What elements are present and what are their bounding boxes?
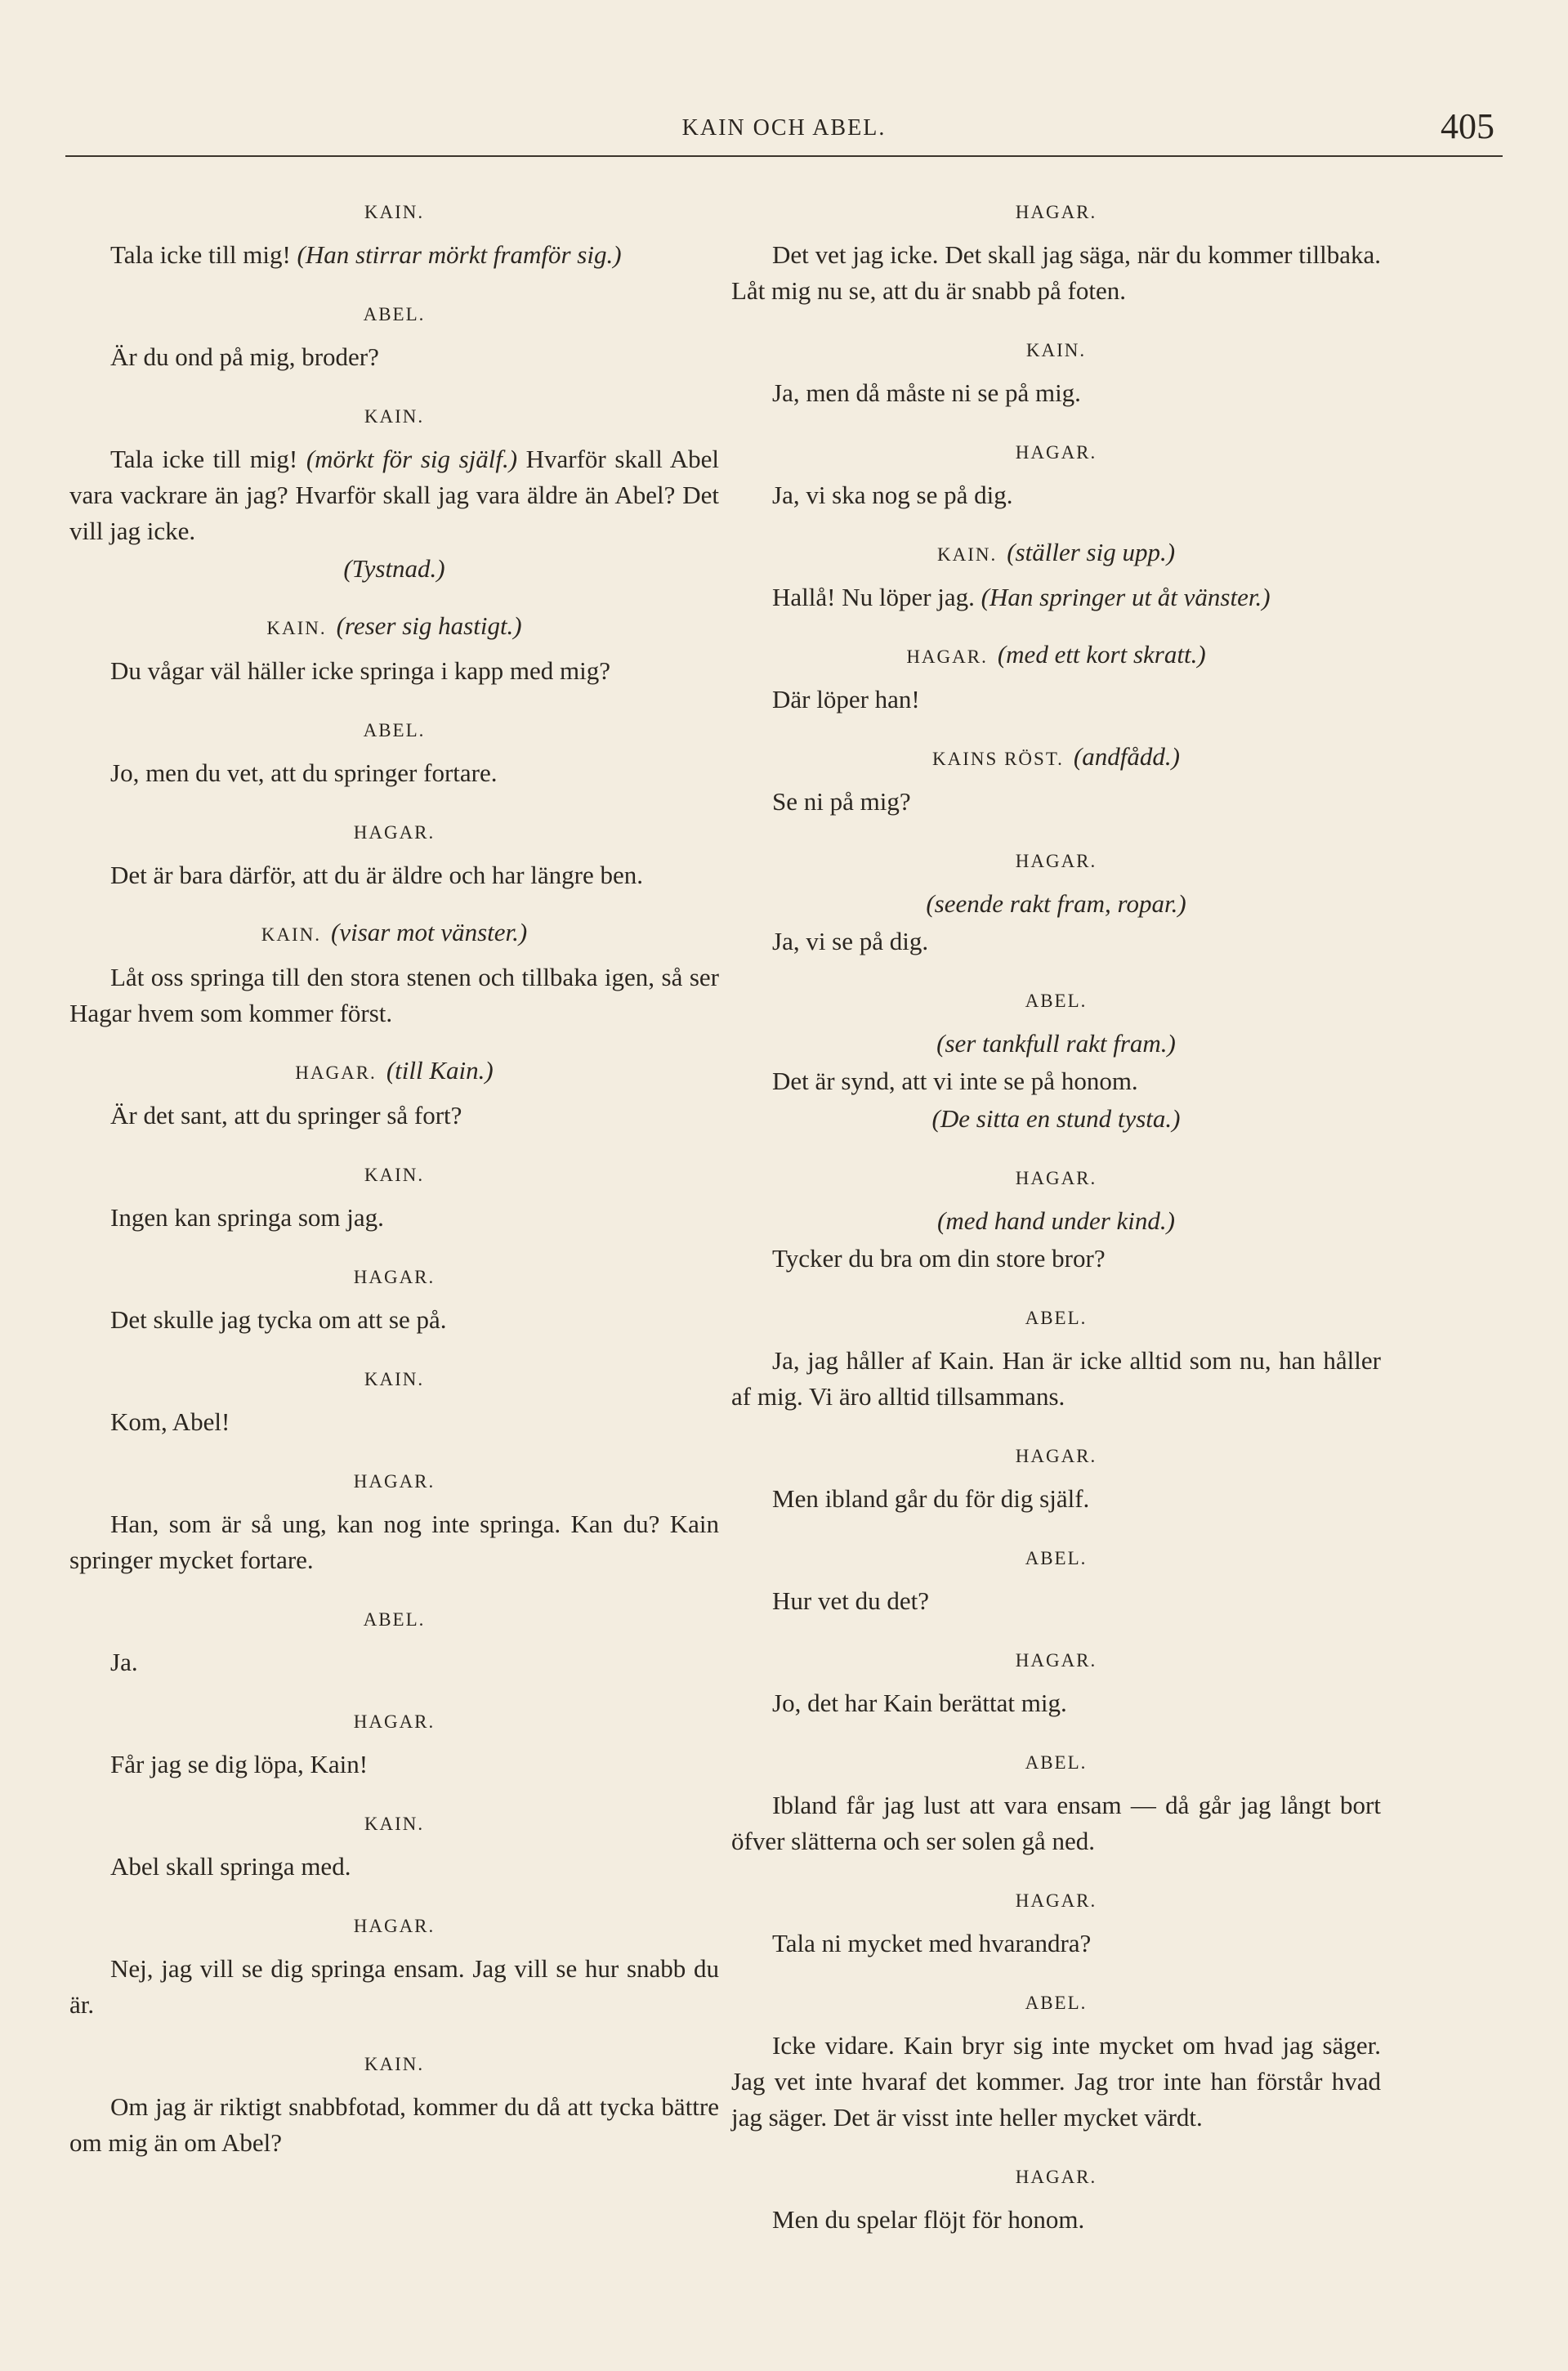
speech-text <box>731 237 1381 309</box>
speaker-name: HAGAR. <box>1015 2167 1097 2187</box>
speaker-name: ABEL. <box>363 720 426 740</box>
stage-direction: (till Kain.) <box>386 1056 494 1085</box>
speech-line: Tycker du bra om din store bror? <box>772 1244 1106 1273</box>
speaker-line <box>69 1155 719 1193</box>
speech-line: Tala ni mycket med hvarandra? <box>772 1929 1092 1957</box>
speech-line: Låt oss springa till den stora stenen och tillbaka igen, så ser Hagar hvem som kommer först. <box>69 963 719 1027</box>
speech-line: Men ibland går du för dig själf. <box>772 1484 1090 1513</box>
speaker-name: KAIN. <box>936 544 998 565</box>
speech-line: Hvarför skall Abel vara vackrare än jag? Hvarför skall jag vara äldre än Abel? Det vill jag icke. <box>69 445 719 545</box>
speaker-name: ABEL. <box>1025 1752 1088 1773</box>
speech-text <box>731 477 1381 513</box>
speaker-line <box>69 1599 719 1638</box>
speech-line: Det vet jag icke. Det skall jag säga, när du kommer tillbaka. Låt mig nu se, att du är snabb på foten. <box>731 240 1381 305</box>
speaker-name: HAGAR. <box>353 1711 436 1732</box>
speech-text <box>731 924 1381 960</box>
speech-text <box>69 2089 719 2161</box>
speech-line: Ja, jag håller af Kain. Han är icke alltid som nu, han håller af mig. Vi äro alltid tillsammans. <box>731 1346 1381 1411</box>
dialogue-block <box>69 1599 719 1680</box>
speech-line: Icke vidare. Kain bryr sig inte mycket om hvad jag säger. Jag vet inte hvaraf det kommer. Jag tror inte han förstår hvad jag säger. Det är visst inte heller mycket värdt. <box>731 2031 1381 2132</box>
speech-line: Det är bara därför, att du är äldre och har längre ben. <box>110 861 643 889</box>
speaker-name: HAGAR. <box>1015 1650 1097 1671</box>
speaker-name: ABEL. <box>1025 1548 1088 1568</box>
speaker-line <box>731 981 1381 1019</box>
speech-text <box>69 1506 719 1578</box>
speaker-name: HAGAR. <box>353 1916 436 1936</box>
speaker-name: KAINS RÖST. <box>932 749 1064 769</box>
dialogue-block <box>69 1359 719 1440</box>
speech-text <box>731 1063 1381 1099</box>
stage-direction: (seende rakt fram, ropar.) <box>926 889 1186 918</box>
speaker-name: HAGAR. <box>353 1471 436 1492</box>
speaker-line <box>731 1742 1381 1781</box>
stage-direction: (andfådd.) <box>1073 742 1180 771</box>
speaker-name: KAIN. <box>364 1165 425 1185</box>
running-header <box>65 106 1503 157</box>
speech-line: Abel skall springa med. <box>110 1852 351 1881</box>
speech-text <box>731 1583 1381 1619</box>
speaker-name: ABEL. <box>363 304 426 324</box>
dialogue-block <box>69 396 719 587</box>
speaker-name: KAIN. <box>364 1369 425 1389</box>
dialogue-block <box>69 1906 719 2023</box>
speaker-name: HAGAR. <box>1015 1446 1097 1466</box>
speaker-name: HAGAR. <box>1015 1890 1097 1911</box>
speaker-name: HAGAR. <box>1015 851 1097 871</box>
speech-text <box>69 1747 719 1783</box>
dialogue-block <box>731 1742 1381 1859</box>
dialogue-block <box>731 1640 1381 1721</box>
speaker-name: HAGAR. <box>353 1267 436 1287</box>
dialogue-block <box>731 1983 1381 2136</box>
speech-line: Ja, vi ska nog se på dig. <box>772 481 1013 509</box>
speech-text <box>731 1343 1381 1415</box>
stage-direction: (mörkt för sig själf.) <box>306 445 518 473</box>
speaker-name: HAGAR. <box>1015 442 1097 463</box>
speech-text <box>69 1200 719 1236</box>
stage-direction: (reser sig hastigt.) <box>336 611 522 640</box>
speaker-name: ABEL. <box>1025 991 1088 1011</box>
speech-line: Hallå! Nu löper jag. <box>772 583 975 611</box>
speech-text <box>69 1098 719 1134</box>
dialogue-block <box>731 2157 1381 2238</box>
speech-text <box>69 755 719 791</box>
page-number: 405 <box>1441 106 1494 146</box>
speech-text <box>69 1849 719 1885</box>
speech-line: Hur vet du det? <box>772 1586 929 1615</box>
speaker-line <box>69 1053 719 1091</box>
speech-line: Ingen kan springa som jag. <box>110 1203 384 1232</box>
speech-text <box>731 784 1381 820</box>
speaker-line <box>69 915 719 953</box>
speaker-name: KAIN. <box>364 2054 425 2074</box>
speech-text <box>69 1644 719 1680</box>
speech-text <box>731 2028 1381 2136</box>
dialogue-block <box>731 841 1381 960</box>
speaker-line <box>69 396 719 435</box>
stage-direction: (Han springer ut åt vänster.) <box>981 583 1271 611</box>
speaker-line <box>731 330 1381 369</box>
speech-line: Jo, men du vet, att du springer fortare. <box>110 758 498 787</box>
speaker-name: HAGAR. <box>1015 202 1097 222</box>
speech-line: Jo, det har Kain berättat mig. <box>772 1689 1067 1717</box>
speech-line: Kom, Abel! <box>110 1407 230 1436</box>
speech-text <box>69 1302 719 1338</box>
speech-text <box>69 339 719 375</box>
speaker-line <box>69 2044 719 2082</box>
speaker-line <box>731 1640 1381 1679</box>
speaker-name: KAIN. <box>364 202 425 222</box>
running-title: KAIN OCH ABEL. <box>681 115 887 141</box>
dialogue-block <box>69 1053 719 1134</box>
speech-line: Men du spelar flöjt för honom. <box>772 2205 1085 2234</box>
speech-line: Han, som är så ung, kan nog inte springa. Kan du? Kain springer mycket fortare. <box>69 1510 719 1574</box>
speaker-name: HAGAR. <box>295 1062 377 1083</box>
speaker-line <box>731 637 1381 675</box>
dialogue-block <box>731 637 1381 718</box>
speaker-name: ABEL. <box>1025 1308 1088 1328</box>
speech-line: Om jag är riktigt snabbfotad, kommer du då att tycka bättre om mig än om Abel? <box>69 2092 719 2157</box>
dialogue-block <box>731 1298 1381 1415</box>
speaker-line <box>731 432 1381 471</box>
dialogue-block <box>69 294 719 375</box>
speaker-line <box>731 1538 1381 1577</box>
dialogue-block <box>69 710 719 791</box>
speaker-name: ABEL. <box>1025 1993 1088 2013</box>
speaker-line <box>69 192 719 230</box>
dialogue-block <box>69 915 719 1031</box>
speaker-name: KAIN. <box>364 406 425 427</box>
speaker-line <box>69 812 719 851</box>
speech-line: Där löper han! <box>772 685 920 714</box>
dialogue-block <box>731 1881 1381 1962</box>
dialogue-block <box>731 1538 1381 1619</box>
dialogue-block <box>69 1155 719 1236</box>
dialogue-block <box>731 1158 1381 1277</box>
dialogue-block <box>69 192 719 273</box>
speaker-name: HAGAR. <box>906 646 988 667</box>
speaker-line <box>731 192 1381 230</box>
speaker-name: KAIN. <box>364 1814 425 1834</box>
speech-line: Är det sant, att du springer så fort? <box>110 1101 462 1130</box>
speech-line: Tala icke till mig! <box>110 445 298 473</box>
speaker-line <box>731 1983 1381 2021</box>
stage-direction: (ser tankfull rakt fram.) <box>936 1029 1176 1058</box>
speech-line: Ja, vi se på dig. <box>772 927 929 955</box>
dialogue-block <box>731 330 1381 411</box>
speech-text <box>731 1685 1381 1721</box>
speech-line: Får jag se dig löpa, Kain! <box>110 1750 369 1778</box>
dialogue-block <box>731 739 1381 820</box>
speech-line: Det skulle jag tycka om att se på. <box>110 1305 447 1334</box>
speech-text <box>731 1787 1381 1859</box>
speech-text <box>69 857 719 893</box>
speaker-line <box>69 1257 719 1295</box>
stage-direction: (Tystnad.) <box>343 554 445 583</box>
speech-text <box>731 1926 1381 1962</box>
speech-text <box>69 237 719 273</box>
speech-text <box>731 579 1381 615</box>
speech-line: Nej, jag vill se dig springa ensam. Jag vill se hur snabb du är. <box>69 1954 719 2019</box>
speech-text <box>731 1241 1381 1277</box>
stage-direction: (ställer sig upp.) <box>1007 538 1176 566</box>
stage-direction: (med ett kort skratt.) <box>997 640 1206 669</box>
dialogue-block <box>731 192 1381 309</box>
dialogue-block <box>69 1804 719 1885</box>
speaker-line <box>69 1461 719 1500</box>
speech-line: Tala icke till mig! <box>110 240 291 269</box>
speaker-line <box>69 294 719 333</box>
speaker-name: KAIN. <box>261 924 321 945</box>
speech-line: Du vågar väl häller icke springa i kapp med mig? <box>110 656 611 685</box>
speaker-line <box>731 535 1381 573</box>
stage-direction: (De sitta en stund tysta.) <box>931 1104 1181 1133</box>
speech-line: Se ni på mig? <box>772 787 911 816</box>
dialogue-block <box>731 1436 1381 1517</box>
speaker-name: ABEL. <box>363 1609 426 1630</box>
stage-direction: (visar mot vänster.) <box>331 918 528 946</box>
speech-text <box>69 441 719 549</box>
left-column <box>69 192 719 2182</box>
speech-line: Ja, men då måste ni se på mig. <box>772 378 1081 407</box>
dialogue-block <box>69 2044 719 2161</box>
right-column <box>731 192 1381 2259</box>
speech-line: Ibland får jag lust att vara ensam — då går jag långt bort öfver slätterna och ser solen gå ned. <box>731 1791 1381 1855</box>
speech-text <box>69 1951 719 2023</box>
stage-direction: (med hand under kind.) <box>937 1206 1175 1235</box>
speech-line: Det är synd, att vi inte se på honom. <box>772 1067 1138 1095</box>
speech-text <box>731 375 1381 411</box>
dialogue-block <box>731 432 1381 513</box>
speech-line: Ja. <box>110 1648 138 1676</box>
speech-text <box>69 960 719 1031</box>
speaker-name: KAIN. <box>1025 340 1087 360</box>
speech-text <box>731 682 1381 718</box>
speaker-line <box>731 1158 1381 1197</box>
dialogue-block <box>69 812 719 893</box>
speech-text <box>69 1404 719 1440</box>
speaker-name: HAGAR. <box>1015 1168 1097 1188</box>
speaker-line <box>69 608 719 646</box>
stage-direction: (Han stirrar mörkt framför sig.) <box>297 240 622 269</box>
speaker-line <box>69 1906 719 1944</box>
speaker-line <box>731 841 1381 879</box>
dialogue-block <box>69 608 719 689</box>
dialogue-block <box>731 535 1381 615</box>
speaker-name: KAIN. <box>266 618 327 638</box>
dialogue-block <box>69 1257 719 1338</box>
dialogue-block <box>69 1702 719 1783</box>
speaker-line <box>731 2157 1381 2195</box>
dialogue-block <box>731 981 1381 1137</box>
speaker-line <box>69 1359 719 1398</box>
speaker-line <box>731 1436 1381 1474</box>
speech-line: Är du ond på mig, broder? <box>110 342 379 371</box>
speaker-line <box>731 1881 1381 1919</box>
speaker-line <box>69 710 719 749</box>
speaker-line <box>731 739 1381 777</box>
speaker-line <box>69 1804 719 1842</box>
speech-text <box>731 2202 1381 2238</box>
dialogue-block <box>69 1461 719 1578</box>
speech-text <box>731 1481 1381 1517</box>
speaker-name: HAGAR. <box>353 822 436 843</box>
speech-text <box>69 653 719 689</box>
speaker-line <box>69 1702 719 1740</box>
speaker-line <box>731 1298 1381 1336</box>
